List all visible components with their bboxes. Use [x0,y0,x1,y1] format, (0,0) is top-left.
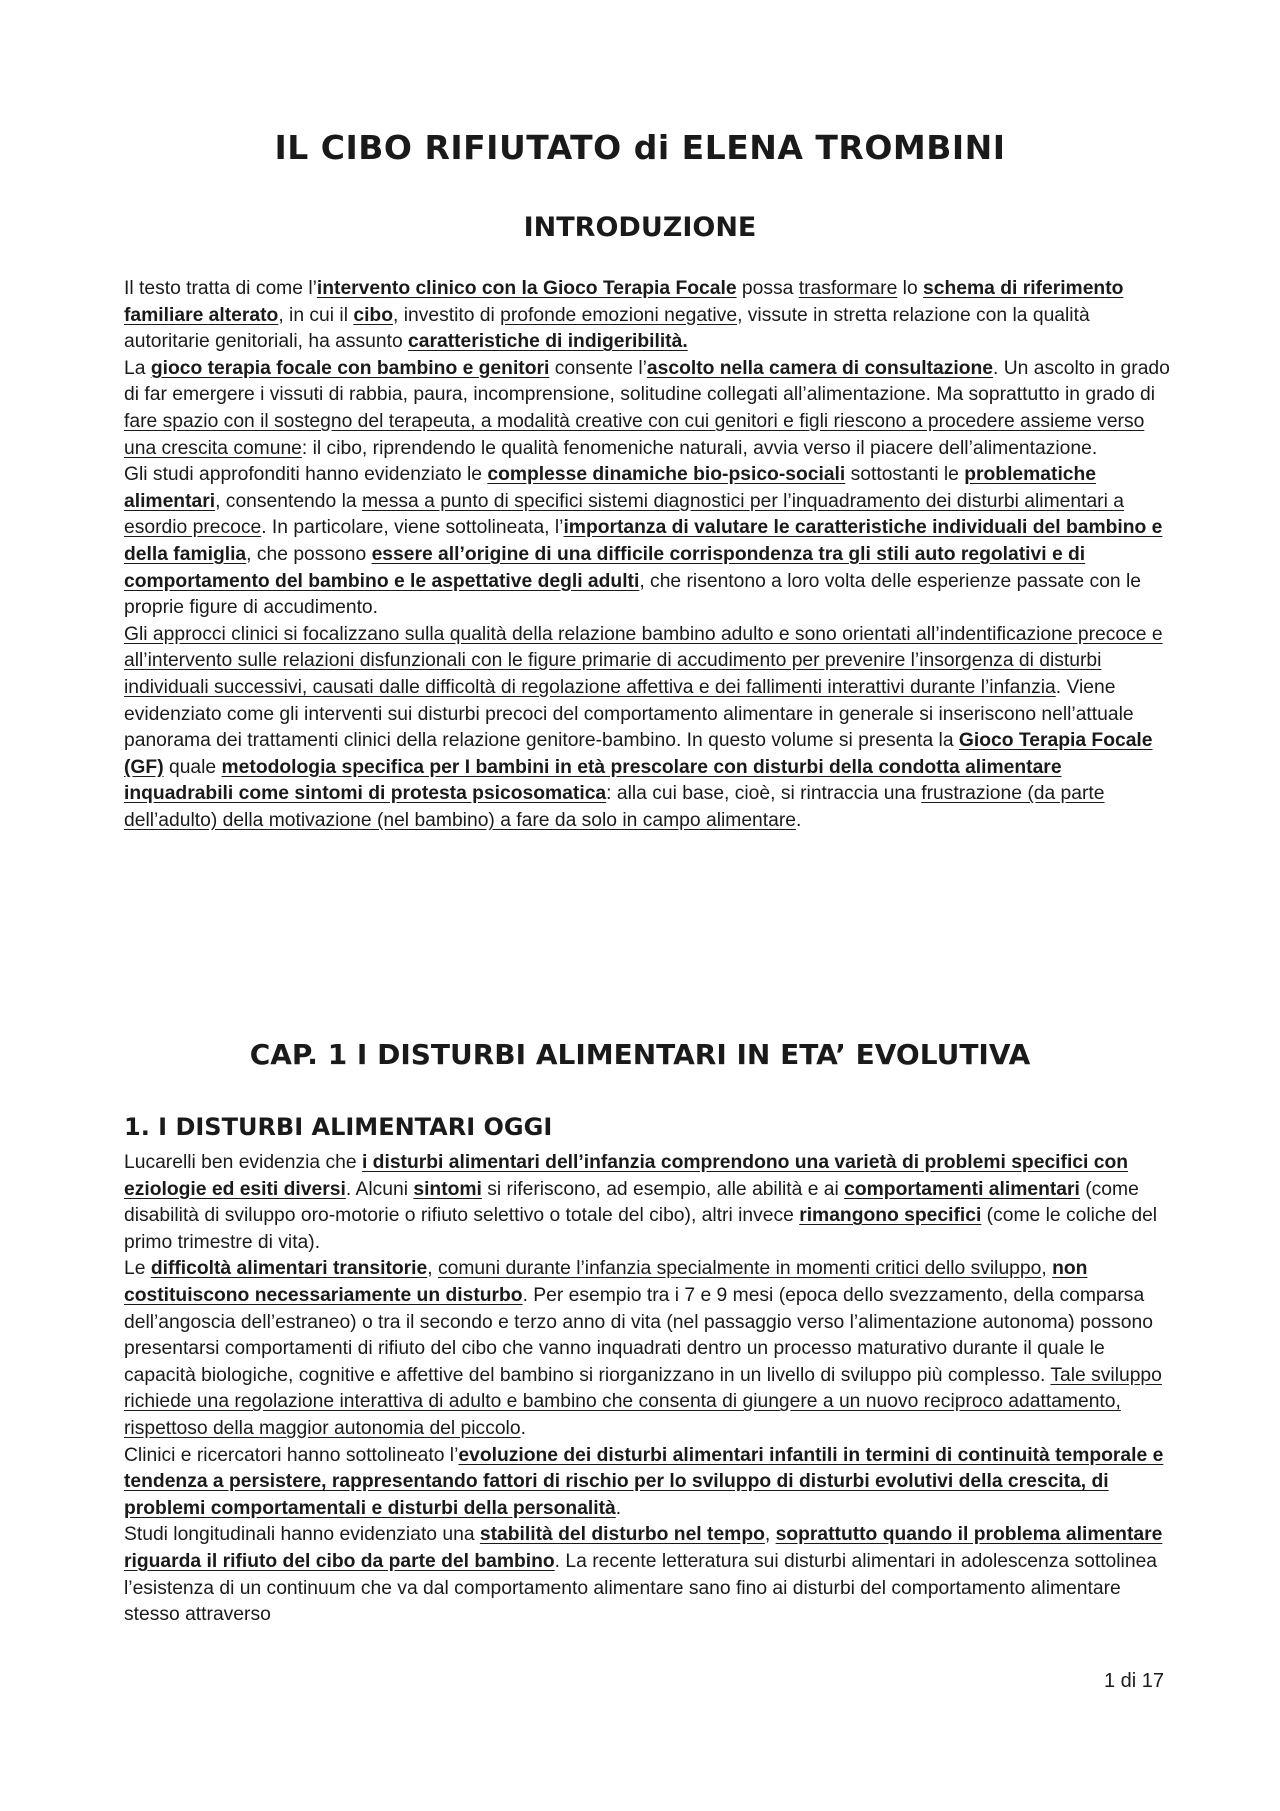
intro-heading: INTRODUZIONE [523,212,757,243]
document-title: IL CIBO RIFIUTATO di ELENA TROMBINI [274,128,1006,167]
emphasis-span: complesse dinamiche bio-psico-sociali [487,464,846,486]
emphasis-span: gioco terapia focale con bambino e genitori [150,357,550,379]
emphasis-span: importanza di valutare le caratteristiche individuali del bambino e della famiglia [124,517,1163,565]
emphasis-span: intervento clinico con la Gioco Terapia Focale [316,278,737,299]
emphasis-span: comportamenti alimentari [844,1178,1080,1200]
text-span: quale [163,756,222,778]
emphasis-span: soprattutto quando il problema alimentare riguarda il rifiuto del cibo da parte del bambino [124,1524,1163,1572]
underlined-span: fare spazio con il sostegno del terapeuta, a modalità creative con cui genitori e figli riescono a procedere assieme verso una crescita comune [124,410,1145,459]
cap1-paragraph-3 [124,1443,1174,1523]
text-span: lo [897,278,924,299]
intro-section [124,276,1174,834]
text-span: La [124,357,151,379]
text-span: consente l’ [549,357,647,379]
emphasis-span: Gioco Terapia Focale (GF) [124,730,1153,778]
text-span: : alla cui base, cioè, si rintraccia una [606,783,922,805]
underlined-span: comuni durante l’infanzia specialmente in momenti critici dello sviluppo [437,1258,1042,1280]
intro-paragraph-2 [124,356,1174,462]
underlined-span: Tale sviluppo richiede una regolazione interattiva di adulto e bambino che consenta di giungere a un nuovo reciproco adattamento, rispettoso della maggior autonomia del piccolo [124,1364,1162,1439]
section-heading: 1. I DISTURBI ALIMENTARI OGGI [124,1113,553,1141]
text-span: Clinici e ricercatori hanno sottolineato l’ [124,1444,459,1466]
chapter-heading: CAP. 1 I DISTURBI ALIMENTARI IN ETA’ EVOLUTIVA [249,1038,1031,1071]
text-span: Le [124,1258,151,1280]
emphasis-span: sintomi [413,1178,482,1200]
emphasis-span: caratteristiche di indigeribilità. [408,331,688,353]
text-span: . Viene evidenziato come gli interventi sui disturbi precoci del comportamento alimentare in generale si inseriscono nell’attuale panorama dei trattamenti clinici della relazione genitore-bambino. In questo volume si presenta la [124,676,1134,752]
text-span: , [427,1258,438,1280]
text-span: possa [736,278,799,299]
text-span: , consentendo la [215,490,362,512]
intro-paragraph-3 [124,462,1174,622]
underlined-span: messa a punto di specifici sistemi diagnostici per l’inquadramento dei disturbi alimentari a esordio precoce [124,490,1124,539]
intro-paragraph-4 [124,622,1174,835]
underlined-span: trasformare [798,278,898,299]
underlined-span: Gli approcci clinici si focalizzano sulla qualità della relazione bambino adulto e sono orientati all’indentificazione precoce e all’intervento sulle relazioni disfunzionali con le figure primarie di accudimento per prevenire l’insorgenza di disturbi individuali successivi, causati dalle difficoltà di regolazione affettiva e dei fallimenti interattivi durante l’infanzia [124,623,1163,698]
emphasis-span: stabilità del disturbo nel tempo [479,1524,765,1546]
text-span: . Un ascolto in grado di far emergere i vissuti di rabbia, paura, incomprensione, solitudine collegati all’alimentazione. Ma soprattutto in grado di [124,357,1170,406]
text-span: . [796,809,802,831]
text-span: sottostanti le [845,464,965,486]
text-span: , [1041,1258,1053,1280]
text-span: (come le coliche del primo trimestre di vita). [124,1205,1158,1253]
emphasis-span: non costituiscono necessariamente un disturbo [124,1258,1088,1306]
text-span: . La recente letteratura sui disturbi alimentari in adolescenza sottolinea l’esistenza di un continuum che va dal comportamento alimentare sano fino ai disturbi del comportamento alimentare stesso attraverso [124,1550,1158,1626]
text-span: Gli studi approfonditi hanno evidenziato le [124,464,488,486]
cap1-paragraph-1 [124,1150,1174,1256]
emphasis-span: essere all’origine di una difficile corrispondenza tra gli stili auto regolativi e di comportamento del bambino e le aspettative degli adulti [124,543,1086,592]
text-span: Studi longitudinali hanno evidenziato una [124,1524,480,1546]
underlined-span: frustrazione (da parte dell’adulto) della motivazione (nel bambino) a fare da solo in campo alimentare [124,783,1105,831]
emphasis-span: rimangono specifici [799,1205,982,1227]
text-span: , [764,1524,776,1546]
emphasis-span: i disturbi alimentari dell’infanzia comprendono una varietà di problemi specifici con eziologie ed esiti diversi [124,1152,1129,1200]
emphasis-span: evoluzione dei disturbi alimentari infantili in termini di continuità temporale e tendenza a persistere, rappresentando fattori di rischio per lo sviluppo di disturbi evolutivi della crescita, di problemi comportamentali e disturbi della personalità [124,1444,1164,1519]
text-span: : il cibo, riprendendo le qualità fenomeniche naturali, avvia verso il piacere dell’alimentazione. [301,437,1098,459]
text-span: . Alcuni [345,1178,414,1200]
chapter-1-section [124,1150,1174,1629]
text-span: , investito di [392,304,501,326]
text-span: . [615,1497,622,1519]
emphasis-span: schema di riferimento familiare alterato [124,278,1124,326]
text-span: Lucarelli ben evidenzia che [124,1152,362,1173]
page-number: 1 di 17 [1103,1670,1164,1692]
text-span: , vissute in stretta relazione con la qualità autoritarie genitoriali, ha assunto [124,304,1090,353]
emphasis-span: cibo [353,304,393,326]
text-span: . Per esempio tra i 7 e 9 mesi (epoca dello svezzamento, della comparsa dell’angoscia dell’estraneo) o tra il secondo e terzo anno di vita (nel passaggio verso l’alimentazione autonoma) possono presentarsi comportamenti di rifiuto del cibo che vanno inquadrati dentro un processo maturativo durante il quale le capacità biologiche, cognitive e affettive del bambino si riorganizzano in un livello di sviluppo più complesso. [124,1284,1153,1386]
text-span: , in cui il [278,304,354,326]
text-span: , che possono [246,543,372,565]
intro-paragraph-1 [124,276,1174,356]
text-span: Il testo tratta di come l’ [124,278,317,299]
emphasis-span: metodologia specifica per I bambini in età prescolare con disturbi della condotta alimentare inquadrabili come sintomi di protesta psicosomatica [124,756,1062,805]
cap1-paragraph-4 [124,1522,1174,1628]
text-span: si riferiscono, ad esempio, alle abilità e ai [481,1178,845,1200]
text-span: (come disabilità di sviluppo oro-motorie o rifiuto selettivo o totale del cibo), altri invece [124,1178,1139,1227]
emphasis-span: problematiche alimentari [124,464,1097,512]
emphasis-span: difficoltà alimentari transitorie [150,1258,428,1280]
emphasis-span: ascolto nella camera di consultazione [646,357,994,379]
underlined-span: profonde emozioni negative [500,304,738,326]
text-span: . In particolare, viene sottolineata, l’ [261,517,564,539]
cap1-paragraph-2 [124,1256,1174,1442]
text-span: , che risentono a loro volta delle esperienze passate con le proprie figure di accudimento. [124,570,1141,619]
text-span: . [520,1417,526,1439]
